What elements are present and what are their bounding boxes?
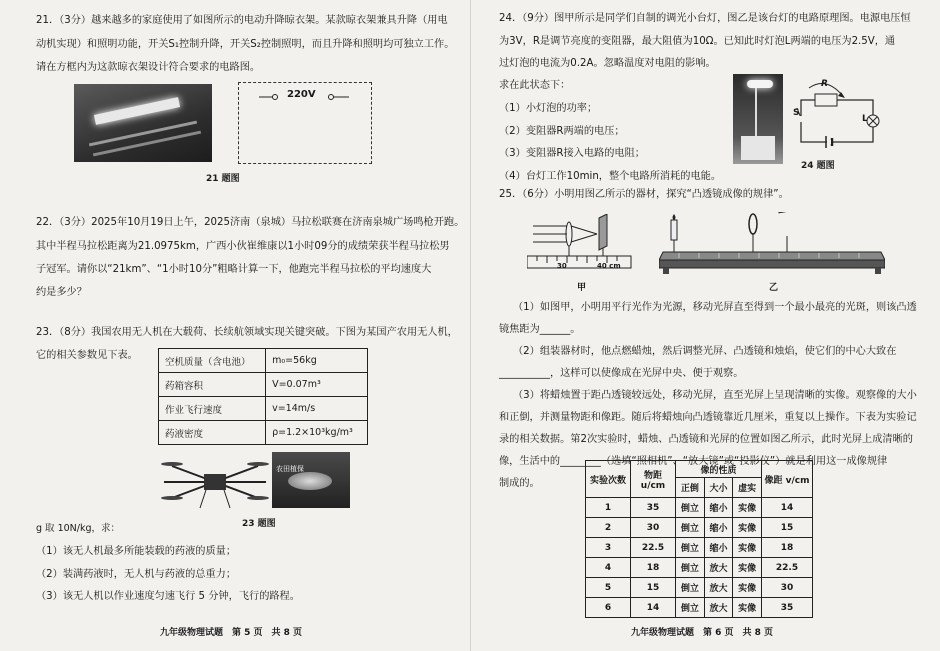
g-note: g 取 10N/kg，求： <box>36 523 120 534</box>
q21-line2: 动机实现）和照明功能，开关S₁控制升降，开关S₂控制照明，而且升降和照明均可独立工作。 <box>36 39 455 50</box>
q21-line1: 21．（3分）越来越多的家庭使用了如图所示的电动升降晾衣架。某款晾衣架兼具升降（用电 <box>36 15 448 26</box>
q23-sub3: （3）该无人机以作业速度匀速飞行 5 分钟，飞行的路程。 <box>36 591 300 602</box>
q23-line1: 23．（8分）我国农用无人机在大载荷、长续航领域实现关键突破。下图为某国产农用无人机， <box>36 327 458 338</box>
ruler-mark-40: 40 cm <box>597 262 621 270</box>
table-row <box>586 578 813 598</box>
circuit-design-box[interactable] <box>238 82 372 164</box>
spec-value: ρ=1.2×10³kg/m³ <box>266 421 368 445</box>
table-cell: 倒立 <box>676 498 705 518</box>
table-row <box>586 518 813 538</box>
ruler-mark-30: 30 <box>557 262 567 270</box>
table-cell: 实像 <box>733 598 762 618</box>
label-S: S <box>793 108 800 118</box>
photo-label: 农田植保 <box>276 465 304 473</box>
supply-voltage-label: 220V <box>287 89 316 100</box>
th-image-properties: 像的性质 <box>676 461 762 478</box>
drying-rack-photo <box>74 84 212 162</box>
drone-spec-table <box>158 348 368 445</box>
table-cell: 缩小 <box>704 498 733 518</box>
table-cell: 倒立 <box>676 578 705 598</box>
q23-sub2: （2）装满药液时，无人机与药液的总重力； <box>36 569 237 580</box>
spec-label: 作业飞行速度 <box>159 397 266 421</box>
table-cell: 35 <box>631 498 676 518</box>
table-cell: 22.5 <box>631 538 676 558</box>
q25-p3b: 和正倒，并测量物距和像距。随后将蜡烛向凸透镜靠近几厘米，重复以上操作。下表为实验记 <box>499 412 917 423</box>
q25-line1: 25．（6分）小明用图乙所示的器材，探究“凸透镜成像的规律”。 <box>499 189 789 200</box>
q24-line3: 过灯泡的电流为0.2A。忽略温度对电阻的影响。 <box>499 58 716 69</box>
drone-icon <box>160 452 270 512</box>
table-cell: 1 <box>586 498 631 518</box>
table-cell: 实像 <box>733 578 762 598</box>
q24-sub1: （1）小灯泡的功率； <box>499 103 598 114</box>
table-row <box>159 349 368 373</box>
spec-label: 药液密度 <box>159 421 266 445</box>
q25-p1b: 镜焦距为______。 <box>499 324 581 335</box>
q24-sub3: （3）变阻器R接入电路的电阻； <box>499 148 645 159</box>
spec-label: 药箱容积 <box>159 373 266 397</box>
q25-p3e: 制成的。 <box>499 478 540 489</box>
desk-lamp-photo <box>733 74 783 164</box>
q24-line1: 24．（9分）图甲所示是同学们自制的调光小台灯，图乙是该台灯的电路原理图。电源电压恒 <box>499 13 911 24</box>
q25-p3d: 像，生活中的________（选填“照相机”、“放大镜”或“投影仪”）就是利用这一成像规律 <box>499 456 888 467</box>
q25-p2b: __________，这样可以使像成在光屏中央、便于观察。 <box>499 368 744 379</box>
table-cell: 6 <box>586 598 631 618</box>
table-cell: 实像 <box>733 538 762 558</box>
table-row <box>159 373 368 397</box>
table-cell: 18 <box>762 538 813 558</box>
label-R: R <box>821 79 828 89</box>
q24-line4: 求在此状态下： <box>499 80 571 91</box>
th-image-distance: 像距 v/cm <box>762 461 813 498</box>
lamp-circuit-diagram <box>793 78 889 154</box>
table-cell: 放大 <box>704 598 733 618</box>
table-cell: 实像 <box>733 498 762 518</box>
table-row <box>586 538 813 558</box>
th-object-distance: 物距 u/cm <box>631 461 676 498</box>
table-cell: 14 <box>631 598 676 618</box>
q23-caption: 23 题图 <box>242 519 276 529</box>
table-cell: 缩小 <box>704 538 733 558</box>
page-footer-left: 九年级物理试题 第 5 页 共 8 页 <box>160 628 303 638</box>
table-cell: 放大 <box>704 558 733 578</box>
table-cell: 3 <box>586 538 631 558</box>
table-cell: 35 <box>762 598 813 618</box>
table-cell: 倒立 <box>676 538 705 558</box>
q25-p3c: 录的相关数据。第2次实验时，蜡烛、凸透镜和光屏的位置如图乙所示，此时光屏上成清晰的 <box>499 434 913 445</box>
spec-value: v=14m/s <box>266 397 368 421</box>
table-row <box>586 598 813 618</box>
q24-caption: 24 题图 <box>801 161 835 171</box>
table-cell: 实像 <box>733 558 762 578</box>
page-footer-right: 九年级物理试题 第 6 页 共 8 页 <box>631 628 774 638</box>
q25-p3a: （3）将蜡烛置于距凸透镜较远处，移动光屏，直至光屏上呈现清晰的实像。观察像的大小 <box>513 390 917 401</box>
q24-sub2: （2）变阻器R两端的电压； <box>499 126 625 137</box>
q24-line2: 为3V，R是调节亮度的变阻器，最大阻值为10Ω。已知此时灯泡L两端的电压为2.5V，通 <box>499 36 896 47</box>
spec-value: m₀=56kg <box>266 349 368 373</box>
table-cell: 倒立 <box>676 558 705 578</box>
th-orientation: 正倒 <box>676 478 705 498</box>
th-trial: 实验次数 <box>586 461 631 498</box>
table-cell: 缩小 <box>704 518 733 538</box>
table-row <box>159 397 368 421</box>
optical-bench-yi <box>659 212 885 276</box>
table-cell: 30 <box>762 578 813 598</box>
table-cell: 15 <box>762 518 813 538</box>
q22-line2: 其中半程马拉松距离为21.0975km，广西小伙崔维康以1小时09分的成绩荣获半程马拉松男 <box>36 241 450 252</box>
table-cell: 14 <box>762 498 813 518</box>
q21-line3: 请在方框内为这款晾衣架设计符合要求的电路图。 <box>36 62 261 73</box>
table-cell: 30 <box>631 518 676 538</box>
q25-p1a: （1）如图甲，小明用平行光作为光源，移动光屏直至得到一个最小最亮的光斑，则该凸透 <box>513 302 917 313</box>
table-row <box>586 498 813 518</box>
exam-page-6 <box>470 0 940 651</box>
q23-line2: 它的相关参数见下表。 <box>36 350 138 361</box>
table-row <box>159 421 368 445</box>
table-cell: 15 <box>631 578 676 598</box>
table-row <box>586 558 813 578</box>
q22-line3: 子冠军。请你以“21km”、“1小时10分”粗略计算一下，他跑完半程马拉松的平均速度大 <box>36 264 432 275</box>
q22-line1: 22．（3分）2025年10月19日上午，2025济南（泉城）马拉松联赛在济南泉城广场鸣枪开跑。 <box>36 217 465 228</box>
drone-spraying-photo <box>272 452 350 508</box>
table-cell: 实像 <box>733 518 762 538</box>
q22-line4: 约是多少？ <box>36 287 87 298</box>
caption-yi: 乙 <box>769 283 779 293</box>
table-cell: 18 <box>631 558 676 578</box>
q24-sub4: （4）台灯工作10min，整个电路所消耗的电能。 <box>499 171 722 182</box>
table-cell: 倒立 <box>676 518 705 538</box>
table-cell: 4 <box>586 558 631 578</box>
table-cell: 放大 <box>704 578 733 598</box>
q21-caption: 21 题图 <box>206 174 240 184</box>
table-cell: 5 <box>586 578 631 598</box>
q25-p2a: （2）组装器材时，他点燃蜡烛，然后调整光屏、凸透镜和烛焰，使它们的中心大致在 <box>513 346 897 357</box>
spec-value: V=0.07m³ <box>266 373 368 397</box>
label-L: L <box>862 114 868 124</box>
table-cell: 倒立 <box>676 598 705 618</box>
table-cell: 2 <box>586 518 631 538</box>
q23-sub1: （1）该无人机最多所能装载的药液的质量； <box>36 546 237 557</box>
caption-jia: 甲 <box>577 283 587 293</box>
lens-experiment-table <box>585 460 813 618</box>
th-size: 大小 <box>704 478 733 498</box>
th-real-virtual: 虚实 <box>733 478 762 498</box>
table-cell: 22.5 <box>762 558 813 578</box>
spec-label: 空机质量（含电池） <box>159 349 266 373</box>
